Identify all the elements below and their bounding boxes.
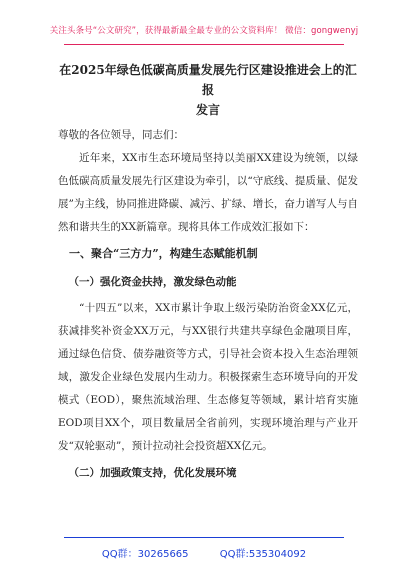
document-title xyxy=(58,60,358,120)
subsection-1-body: “十四五”以来，XX市累计争取上级污染防治资金XX亿元，获减排奖补资金XX万元，与XX银行共建共享绿色金融项目库，通过绿色信贷、债券融资等方式，引导社会资本投入生态治理领域，激发企业绿色发展内生动力。积极探索生态环境导向的开发模式（EOD），聚焦流域治理、生态修复等领域，累计培育实施EOD项目XX个，项目数量居全省前列，实现环境治理与产业开发“双轮驱动”，预计拉动社会投资超XX亿元。 xyxy=(58,302,358,452)
page-header: 关注头条号“公文研究”，获得最新最全最专业的公文资料库！ 微信：gongwenyj xyxy=(49,26,359,36)
title-line-2: 发言 xyxy=(195,103,220,117)
section-1-heading: 一、聚合“三方力”，构建生态赋能机制 xyxy=(69,247,258,260)
qq-group-1: QQ群：30265665 xyxy=(101,549,189,560)
subsection-2-heading: （二）加强政策支持，优化发展环境 xyxy=(68,467,237,479)
salutation: 尊敬的各位领导，同志们： xyxy=(58,129,184,141)
document-body xyxy=(58,60,358,488)
qq-group-2: QQ群:535304092 xyxy=(219,549,307,560)
page-footer xyxy=(0,545,408,560)
title-line-1: 在2025年绿色低碳高质量发展先行区建设推进会上的汇报 xyxy=(59,63,357,97)
header-divider xyxy=(64,44,344,45)
intro-paragraph: 近年来，XX市生态环境局坚持以美丽XX建设为统领，以绿色低碳高质量发展先行区建设为牵引，以“守底线、提质量、促发展”为主线，协同推进降碳、减污、扩绿、增长，奋力谱写人与自然和谐共生的XX新篇章。现将具体工作成效汇报如下： xyxy=(58,152,358,233)
subsection-1-heading: （一）强化资金扶持，激发绿色动能 xyxy=(68,276,237,288)
footer-divider xyxy=(64,537,344,538)
